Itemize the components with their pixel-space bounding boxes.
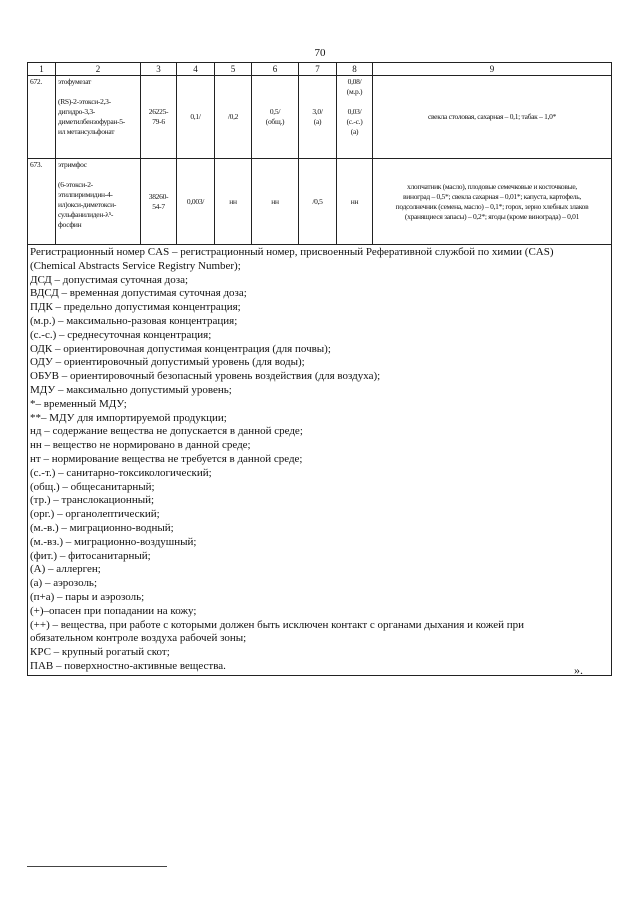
substance-name-line xyxy=(58,87,138,97)
column-header: 6 xyxy=(252,63,299,76)
substance-name-line: диметилбензофуран-5- xyxy=(58,117,125,126)
cas-line: 38260- xyxy=(148,191,169,201)
legend-line: (++) – вещества, при работе с которыми должен быть исключен контакт с органами дыхания и кожей при xyxy=(30,618,524,631)
column-header: 4 xyxy=(177,63,215,76)
col8-line: 0,03/ xyxy=(347,107,362,116)
mrl-line: хлопчатник (масло), плодовые семечковые и косточковые, xyxy=(407,181,577,191)
page-number: 70 xyxy=(314,47,326,59)
substance-name-line: этилпиримидин-4- xyxy=(58,190,113,199)
legend-line: нт – нормирование вещества не требуется в данной среде; xyxy=(30,452,303,465)
col7-line: /0,5 xyxy=(312,196,323,206)
legend-line: (с.-с.) – среднесуточная концентрация; xyxy=(30,328,212,341)
mrl-products-cell xyxy=(373,76,612,159)
col5-cell: /0,2 xyxy=(215,76,252,159)
mrl-products-cell xyxy=(373,159,612,245)
substance-name-cell xyxy=(56,159,141,245)
legend-line: (м.-вз.) – миграционно-воздушный; xyxy=(30,535,197,548)
column-header: 1 xyxy=(28,63,56,76)
col8-line: (с.-с.) xyxy=(346,117,363,126)
mrl-line: виноград – 0,5*; свекла сахарная – 0,01*; капуста, картофель, xyxy=(403,191,581,201)
substance-name-line: дигидро-3,3- xyxy=(58,107,96,116)
footnote-divider xyxy=(27,866,167,867)
legend-line: нн – вещество не нормировано в данной среде; xyxy=(30,439,251,452)
legend-line: (А) – аллерген; xyxy=(30,563,101,576)
substance-name-line: фосфин xyxy=(58,220,82,229)
col6-cell xyxy=(252,159,299,245)
column-header: 5 xyxy=(215,63,252,76)
mrl-line: подсолнечник (семена, масло) – 0,1*; горох, зерно хлебных злаков xyxy=(395,201,589,211)
substance-name-line: ил)окси-диметокси- xyxy=(58,200,117,209)
legend-line: (тр.) – транслокационный; xyxy=(30,494,155,507)
legend-line: КРС – крупный рогатый скот; xyxy=(30,646,170,659)
legend-line: обязательном контроле воздуха рабочей зоны; xyxy=(30,632,247,645)
mrl-line: свекла столовая, сахарная – 0,1; табак – 1,0* xyxy=(427,112,557,121)
col5-cell: нн xyxy=(215,159,252,245)
table-row xyxy=(28,159,612,245)
legend-line: нд – содержание вещества не допускается в данной среде; xyxy=(30,425,303,438)
column-header: 2 xyxy=(56,63,141,76)
mrl-line: (хранящиеся запасы) – 0,2*; ягоды (кроме винограда) – 0,01 xyxy=(404,211,580,221)
substance-name-line: (RS)-2-этокси-2,3- xyxy=(58,97,111,106)
legend-line: ПАВ – поверхностно-активные вещества. xyxy=(30,659,226,672)
legend-line: (с.-т.) – санитарно-токсикологический; xyxy=(30,466,212,479)
col7-line: (а) xyxy=(313,117,322,126)
legend-line: (орг.) – органолептический; xyxy=(30,508,160,521)
legend-line: (м.-в.) – миграционно-водный; xyxy=(30,521,174,534)
col7-cell xyxy=(299,159,337,245)
table-header-row xyxy=(28,63,612,76)
col4-cell: 0,1/ xyxy=(177,76,215,159)
legend-line: ОБУВ – ориентировочный безопасный уровень воздействия (для воздуха); xyxy=(30,370,381,383)
table-row xyxy=(28,76,612,159)
col8-cell xyxy=(337,159,373,245)
legend-line: (м.р.) – максимально-разовая концентрация; xyxy=(30,314,238,327)
column-header: 9 xyxy=(373,63,612,76)
cas-number-cell xyxy=(141,159,177,245)
col6-line: нн xyxy=(271,196,279,206)
col8-line: 0,08/ xyxy=(347,77,362,86)
substance-name-line xyxy=(58,170,138,180)
legend-line: (п+а) – пары и аэрозоль; xyxy=(30,590,145,603)
column-header: 8 xyxy=(337,63,373,76)
substance-name-line: этримфос xyxy=(58,160,87,169)
col7-line: 3,0/ xyxy=(312,107,323,116)
column-header: 3 xyxy=(141,63,177,76)
col8-line xyxy=(339,97,370,107)
substance-name-line: этофумезат xyxy=(58,77,92,86)
col8-line: (м.р.) xyxy=(346,87,363,96)
col8-line: (а) xyxy=(350,127,359,136)
legend-line: (+)–опасен при попадании на кожу; xyxy=(30,604,197,617)
col8-cell xyxy=(337,76,373,159)
hygiene-standards-table xyxy=(27,62,612,676)
legend-row xyxy=(28,245,612,676)
legend-line: ВДСД – временная допустимая суточная доза; xyxy=(30,287,247,300)
legend-line: ДСД – допустимая суточная доза; xyxy=(30,273,189,286)
legend-line: Регистрационный номер CAS – регистрационный номер, присвоенный Реферативной службой по химии (CAS) xyxy=(30,246,554,258)
legend-line: ОДК – ориентировочная допустимая концентрация (для почвы); xyxy=(30,342,331,355)
col8-line: нн xyxy=(350,196,359,206)
legend-line: (Chemical Abstracts Service Registry Number); xyxy=(30,259,241,272)
cas-line: 54-7 xyxy=(152,201,165,211)
col6-cell xyxy=(252,76,299,159)
col6-line: 0,5/ xyxy=(269,107,281,116)
legend-line: *– временный МДУ; xyxy=(30,397,127,410)
legend-line: ПДК – предельно допустимая концентрация; xyxy=(30,301,241,314)
legend-line: **– МДУ для импортируемой продукции; xyxy=(30,411,227,424)
substance-name-line: (6-этокси-2- xyxy=(58,180,93,189)
substance-name-line: сульфанилиден-λ⁵- xyxy=(58,210,114,219)
column-header: 7 xyxy=(299,63,337,76)
cas-line: 26225- xyxy=(148,107,169,116)
substance-name-line: ил метансульфонат xyxy=(58,127,115,136)
legend-cell xyxy=(28,245,612,676)
legend-line: (общ.) – общесанитарный; xyxy=(30,480,155,493)
row-number-cell: 672. xyxy=(28,76,56,159)
legend-line: (фит.) – фитосанитарный; xyxy=(30,549,151,562)
cas-line: 79-6 xyxy=(152,117,165,126)
col6-line: (общ.) xyxy=(265,117,285,126)
substance-name-cell xyxy=(56,76,141,159)
legend-line: ОДУ – ориентировочный допустимый уровень (для воды); xyxy=(30,356,305,369)
row-number-cell: 673. xyxy=(28,159,56,245)
closing-quote: ». xyxy=(574,663,583,677)
cas-number-cell xyxy=(141,76,177,159)
legend-line: (а) – аэрозоль; xyxy=(30,577,98,590)
legend-line: МДУ – максимально допустимый уровень; xyxy=(30,383,232,396)
col7-cell xyxy=(299,76,337,159)
col4-cell: 0,003/ xyxy=(177,159,215,245)
